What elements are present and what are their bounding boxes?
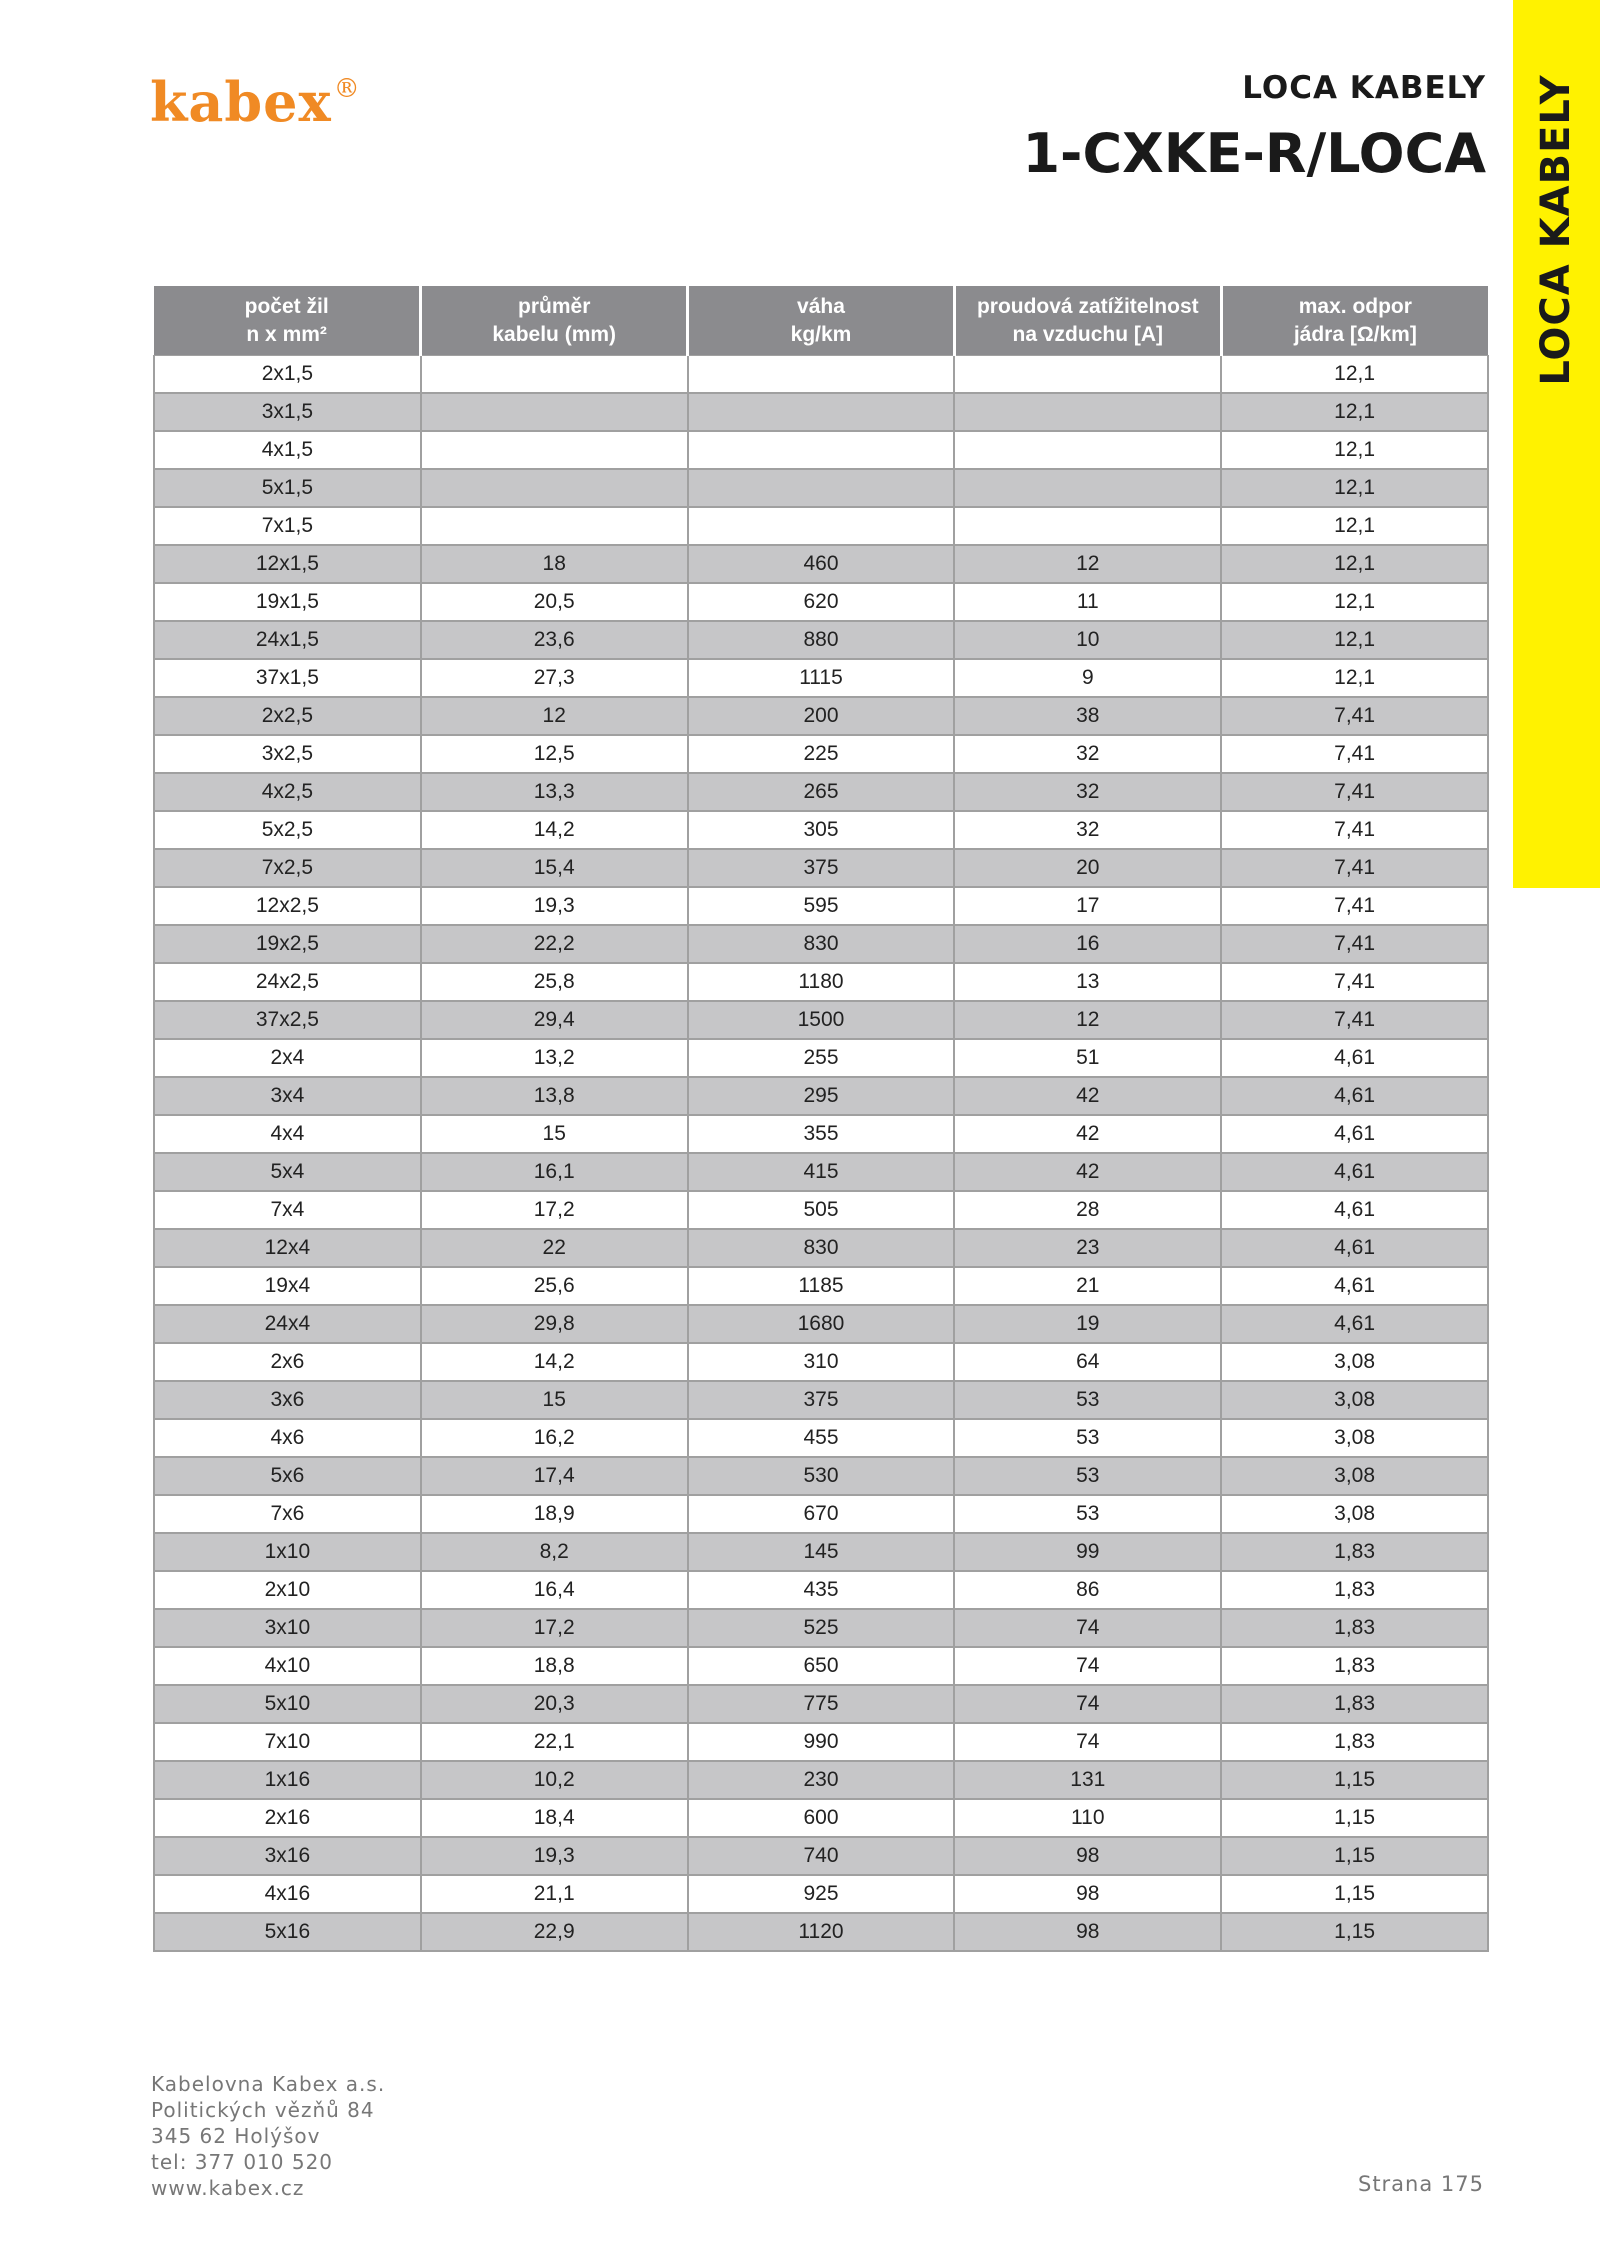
cell-resistance: 3,08 — [1221, 1495, 1488, 1533]
table-row — [154, 735, 1488, 773]
cell-diameter: 16,2 — [421, 1419, 688, 1457]
cell-cores: 19x2,5 — [154, 925, 421, 963]
cell-current — [954, 356, 1221, 394]
cell-resistance: 7,41 — [1221, 697, 1488, 735]
table-row — [154, 773, 1488, 811]
table-row — [154, 887, 1488, 925]
cell-cores: 3x2,5 — [154, 735, 421, 773]
cell-current: 28 — [954, 1191, 1221, 1229]
cell-weight: 620 — [688, 583, 955, 621]
cell-current: 53 — [954, 1419, 1221, 1457]
cell-resistance: 4,61 — [1221, 1229, 1488, 1267]
cell-cores: 19x4 — [154, 1267, 421, 1305]
cell-cores: 37x2,5 — [154, 1001, 421, 1039]
cell-current: 10 — [954, 621, 1221, 659]
header-cores — [154, 286, 421, 356]
table-row — [154, 1115, 1488, 1153]
cell-diameter: 21,1 — [421, 1875, 688, 1913]
cell-current: 98 — [954, 1913, 1221, 1951]
cell-resistance: 4,61 — [1221, 1153, 1488, 1191]
table-row — [154, 849, 1488, 887]
table-row — [154, 1267, 1488, 1305]
cell-cores: 4x4 — [154, 1115, 421, 1153]
cell-diameter: 15 — [421, 1381, 688, 1419]
cell-diameter: 12 — [421, 697, 688, 735]
product-title: 1-CXKE-R/LOCA — [1022, 122, 1486, 185]
cell-weight: 375 — [688, 1381, 955, 1419]
cell-resistance: 1,83 — [1221, 1647, 1488, 1685]
cable-spec-table — [153, 286, 1489, 1952]
header-diameter-line1: průměr — [518, 294, 591, 318]
table-row — [154, 1571, 1488, 1609]
header-weight-line1: váha — [797, 294, 845, 318]
cell-diameter: 20,3 — [421, 1685, 688, 1723]
cell-diameter — [421, 356, 688, 394]
cell-resistance: 1,83 — [1221, 1571, 1488, 1609]
table-row — [154, 1609, 1488, 1647]
cell-weight: 295 — [688, 1077, 955, 1115]
cell-diameter: 27,3 — [421, 659, 688, 697]
cell-resistance: 7,41 — [1221, 963, 1488, 1001]
cell-diameter: 22,1 — [421, 1723, 688, 1761]
table-row — [154, 659, 1488, 697]
cell-diameter: 19,3 — [421, 887, 688, 925]
cell-cores: 24x2,5 — [154, 963, 421, 1001]
cell-resistance: 3,08 — [1221, 1381, 1488, 1419]
cell-cores: 12x2,5 — [154, 887, 421, 925]
table-row — [154, 1001, 1488, 1039]
cell-weight: 225 — [688, 735, 955, 773]
cell-current: 20 — [954, 849, 1221, 887]
cell-resistance: 12,1 — [1221, 431, 1488, 469]
cell-cores: 37x1,5 — [154, 659, 421, 697]
table-body — [154, 356, 1488, 1952]
cell-weight: 595 — [688, 887, 955, 925]
table-row — [154, 583, 1488, 621]
cell-cores: 3x1,5 — [154, 393, 421, 431]
cell-cores: 24x4 — [154, 1305, 421, 1343]
header-diameter-line2: kabelu (mm) — [492, 322, 617, 346]
cell-diameter: 18,9 — [421, 1495, 688, 1533]
cell-resistance: 1,15 — [1221, 1837, 1488, 1875]
brand-registered-mark: ® — [333, 74, 361, 104]
side-tab-label: LOCA KABELY — [1533, 74, 1579, 386]
cell-weight: 1115 — [688, 659, 955, 697]
table-row — [154, 1761, 1488, 1799]
cell-diameter: 16,4 — [421, 1571, 688, 1609]
table-row — [154, 1153, 1488, 1191]
footer-phone: tel: 377 010 520 — [151, 2150, 334, 2174]
table-row — [154, 1685, 1488, 1723]
cell-diameter — [421, 393, 688, 431]
cell-resistance: 4,61 — [1221, 1115, 1488, 1153]
cell-cores: 2x16 — [154, 1799, 421, 1837]
cell-diameter: 17,2 — [421, 1191, 688, 1229]
cell-resistance: 1,15 — [1221, 1875, 1488, 1913]
table-row — [154, 1381, 1488, 1419]
cell-cores: 19x1,5 — [154, 583, 421, 621]
cell-weight: 200 — [688, 697, 955, 735]
cell-weight: 455 — [688, 1419, 955, 1457]
table-row — [154, 963, 1488, 1001]
cell-diameter: 20,5 — [421, 583, 688, 621]
cell-cores: 2x1,5 — [154, 356, 421, 394]
cell-current: 42 — [954, 1115, 1221, 1153]
cell-resistance: 3,08 — [1221, 1457, 1488, 1495]
header-resistance-line2: jádra [Ω/km] — [1293, 322, 1417, 346]
cell-cores: 12x1,5 — [154, 545, 421, 583]
cell-resistance: 12,1 — [1221, 659, 1488, 697]
cell-weight: 880 — [688, 621, 955, 659]
cell-weight — [688, 431, 955, 469]
cell-cores: 24x1,5 — [154, 621, 421, 659]
header-cores-line2: n x mm² — [246, 322, 327, 346]
table-row — [154, 925, 1488, 963]
cell-cores: 2x10 — [154, 1571, 421, 1609]
table-header-row — [154, 286, 1488, 356]
cell-current: 53 — [954, 1381, 1221, 1419]
cell-current: 12 — [954, 1001, 1221, 1039]
header-current-line1: proudová zatížitelnost — [976, 294, 1199, 318]
cell-weight: 1180 — [688, 963, 955, 1001]
cell-current: 51 — [954, 1039, 1221, 1077]
cell-cores: 5x10 — [154, 1685, 421, 1723]
page-number: Strana 175 — [1357, 2172, 1484, 2196]
cell-resistance: 4,61 — [1221, 1267, 1488, 1305]
company-address — [151, 2071, 385, 2201]
cell-diameter: 17,2 — [421, 1609, 688, 1647]
cell-resistance: 1,83 — [1221, 1723, 1488, 1761]
cell-resistance: 12,1 — [1221, 545, 1488, 583]
cell-weight: 145 — [688, 1533, 955, 1571]
header-current-line2: na vzduchu [A] — [1012, 322, 1164, 346]
cell-resistance: 12,1 — [1221, 393, 1488, 431]
cell-resistance: 1,83 — [1221, 1685, 1488, 1723]
table-row — [154, 1343, 1488, 1381]
cell-diameter — [421, 469, 688, 507]
cell-current: 53 — [954, 1457, 1221, 1495]
cell-current: 42 — [954, 1077, 1221, 1115]
cell-current: 74 — [954, 1685, 1221, 1723]
cell-resistance: 12,1 — [1221, 583, 1488, 621]
cell-resistance: 7,41 — [1221, 887, 1488, 925]
table-row — [154, 1229, 1488, 1267]
cell-current: 16 — [954, 925, 1221, 963]
footer-website[interactable]: www.kabex.cz — [151, 2176, 305, 2200]
footer-city: 345 62 Holýšov — [151, 2124, 321, 2148]
table-row — [154, 1913, 1488, 1951]
table-row — [154, 1191, 1488, 1229]
cell-current: 32 — [954, 773, 1221, 811]
cell-resistance: 1,83 — [1221, 1609, 1488, 1647]
cell-resistance: 4,61 — [1221, 1191, 1488, 1229]
cell-current: 98 — [954, 1875, 1221, 1913]
cell-current: 74 — [954, 1723, 1221, 1761]
cell-diameter: 10,2 — [421, 1761, 688, 1799]
header-weight-line2: kg/km — [790, 322, 852, 346]
cell-cores: 5x6 — [154, 1457, 421, 1495]
table-row — [154, 507, 1488, 545]
cell-current: 38 — [954, 697, 1221, 735]
cell-resistance: 1,15 — [1221, 1913, 1488, 1951]
cell-current: 64 — [954, 1343, 1221, 1381]
cell-weight: 415 — [688, 1153, 955, 1191]
cell-cores: 4x10 — [154, 1647, 421, 1685]
footer-street: Politických vězňů 84 — [151, 2098, 375, 2122]
table-row — [154, 1837, 1488, 1875]
cell-current — [954, 431, 1221, 469]
cell-weight: 355 — [688, 1115, 955, 1153]
cell-diameter: 18,4 — [421, 1799, 688, 1837]
cell-weight: 775 — [688, 1685, 955, 1723]
cell-diameter: 29,4 — [421, 1001, 688, 1039]
cell-diameter: 8,2 — [421, 1533, 688, 1571]
cell-diameter: 13,2 — [421, 1039, 688, 1077]
cell-diameter: 25,6 — [421, 1267, 688, 1305]
cell-resistance: 7,41 — [1221, 925, 1488, 963]
cell-cores: 7x4 — [154, 1191, 421, 1229]
cell-weight: 525 — [688, 1609, 955, 1647]
cell-weight: 1185 — [688, 1267, 955, 1305]
cell-cores: 5x16 — [154, 1913, 421, 1951]
cell-resistance: 7,41 — [1221, 773, 1488, 811]
cell-diameter: 19,3 — [421, 1837, 688, 1875]
cell-current: 11 — [954, 583, 1221, 621]
table-row — [154, 811, 1488, 849]
cell-diameter: 16,1 — [421, 1153, 688, 1191]
cell-weight: 1680 — [688, 1305, 955, 1343]
cell-weight: 230 — [688, 1761, 955, 1799]
cell-weight: 265 — [688, 773, 955, 811]
table-row — [154, 1533, 1488, 1571]
table-row — [154, 393, 1488, 431]
cell-weight: 255 — [688, 1039, 955, 1077]
cell-cores: 12x4 — [154, 1229, 421, 1267]
cell-diameter: 29,8 — [421, 1305, 688, 1343]
table-row — [154, 431, 1488, 469]
cell-weight: 1120 — [688, 1913, 955, 1951]
cell-weight: 925 — [688, 1875, 955, 1913]
cell-cores: 7x2,5 — [154, 849, 421, 887]
cell-current: 21 — [954, 1267, 1221, 1305]
cell-diameter: 23,6 — [421, 621, 688, 659]
cell-weight: 990 — [688, 1723, 955, 1761]
cell-diameter: 18,8 — [421, 1647, 688, 1685]
table-row — [154, 545, 1488, 583]
cell-current: 53 — [954, 1495, 1221, 1533]
table-row — [154, 1875, 1488, 1913]
cell-resistance: 4,61 — [1221, 1039, 1488, 1077]
header-weight — [688, 286, 955, 356]
cell-cores: 3x6 — [154, 1381, 421, 1419]
cell-diameter: 22,2 — [421, 925, 688, 963]
cell-current — [954, 507, 1221, 545]
table-row — [154, 1457, 1488, 1495]
cell-cores: 7x10 — [154, 1723, 421, 1761]
cell-current: 17 — [954, 887, 1221, 925]
cell-weight: 740 — [688, 1837, 955, 1875]
cell-current: 23 — [954, 1229, 1221, 1267]
cell-resistance: 12,1 — [1221, 469, 1488, 507]
cell-diameter: 22,9 — [421, 1913, 688, 1951]
cell-resistance: 12,1 — [1221, 356, 1488, 394]
table-row — [154, 1039, 1488, 1077]
cell-current — [954, 469, 1221, 507]
cell-resistance: 7,41 — [1221, 811, 1488, 849]
cell-current: 12 — [954, 545, 1221, 583]
cell-weight: 600 — [688, 1799, 955, 1837]
cell-cores: 1x10 — [154, 1533, 421, 1571]
cell-weight: 460 — [688, 545, 955, 583]
cell-current: 13 — [954, 963, 1221, 1001]
cell-current: 110 — [954, 1799, 1221, 1837]
cell-weight: 435 — [688, 1571, 955, 1609]
cell-current: 131 — [954, 1761, 1221, 1799]
cell-diameter: 22 — [421, 1229, 688, 1267]
cell-cores: 4x2,5 — [154, 773, 421, 811]
header-resistance-line1: max. odpor — [1298, 294, 1412, 318]
cell-current: 74 — [954, 1647, 1221, 1685]
cell-resistance: 1,15 — [1221, 1761, 1488, 1799]
cell-resistance: 3,08 — [1221, 1419, 1488, 1457]
header-resistance — [1221, 286, 1488, 356]
cell-resistance: 7,41 — [1221, 1001, 1488, 1039]
table-row — [154, 1799, 1488, 1837]
cell-cores: 5x2,5 — [154, 811, 421, 849]
cell-cores: 1x16 — [154, 1761, 421, 1799]
cell-current: 32 — [954, 811, 1221, 849]
table-row — [154, 697, 1488, 735]
category-title: LOCA KABELY — [1242, 70, 1486, 106]
table-row — [154, 469, 1488, 507]
cell-resistance: 1,83 — [1221, 1533, 1488, 1571]
cell-weight: 375 — [688, 849, 955, 887]
cell-diameter: 12,5 — [421, 735, 688, 773]
cell-cores: 4x1,5 — [154, 431, 421, 469]
cell-cores: 5x1,5 — [154, 469, 421, 507]
cell-cores: 7x6 — [154, 1495, 421, 1533]
cell-weight: 530 — [688, 1457, 955, 1495]
cell-cores: 2x6 — [154, 1343, 421, 1381]
cell-resistance: 7,41 — [1221, 735, 1488, 773]
cell-weight — [688, 356, 955, 394]
cell-cores: 5x4 — [154, 1153, 421, 1191]
cell-current: 74 — [954, 1609, 1221, 1647]
cell-cores: 3x16 — [154, 1837, 421, 1875]
cell-cores: 2x2,5 — [154, 697, 421, 735]
cell-resistance: 4,61 — [1221, 1077, 1488, 1115]
cell-weight: 830 — [688, 1229, 955, 1267]
cell-current: 42 — [954, 1153, 1221, 1191]
cell-diameter: 17,4 — [421, 1457, 688, 1495]
cell-weight: 650 — [688, 1647, 955, 1685]
cell-cores: 2x4 — [154, 1039, 421, 1077]
cell-resistance: 12,1 — [1221, 621, 1488, 659]
table-row — [154, 1077, 1488, 1115]
cell-weight: 305 — [688, 811, 955, 849]
brand-name: kabex — [150, 70, 332, 134]
cell-current: 32 — [954, 735, 1221, 773]
header-cores-line1: počet žil — [244, 294, 329, 318]
cell-weight: 310 — [688, 1343, 955, 1381]
table-row — [154, 1305, 1488, 1343]
table-row — [154, 621, 1488, 659]
cell-weight: 1500 — [688, 1001, 955, 1039]
table-row — [154, 356, 1488, 394]
cell-diameter: 15,4 — [421, 849, 688, 887]
cell-diameter: 15 — [421, 1115, 688, 1153]
cell-current: 9 — [954, 659, 1221, 697]
table-row — [154, 1419, 1488, 1457]
cell-diameter: 14,2 — [421, 1343, 688, 1381]
cell-cores: 3x10 — [154, 1609, 421, 1647]
cell-weight: 505 — [688, 1191, 955, 1229]
cell-weight: 670 — [688, 1495, 955, 1533]
table-row — [154, 1495, 1488, 1533]
cell-resistance: 3,08 — [1221, 1343, 1488, 1381]
cell-weight — [688, 469, 955, 507]
cell-cores: 4x16 — [154, 1875, 421, 1913]
cell-diameter: 13,3 — [421, 773, 688, 811]
cell-current: 19 — [954, 1305, 1221, 1343]
cell-resistance: 1,15 — [1221, 1799, 1488, 1837]
cell-weight: 830 — [688, 925, 955, 963]
cell-resistance: 4,61 — [1221, 1305, 1488, 1343]
cell-current: 86 — [954, 1571, 1221, 1609]
cell-diameter: 14,2 — [421, 811, 688, 849]
cell-current — [954, 393, 1221, 431]
header-diameter — [421, 286, 688, 356]
cell-weight — [688, 507, 955, 545]
brand-logo — [150, 70, 361, 134]
footer-company: Kabelovna Kabex a.s. — [151, 2072, 386, 2096]
table-row — [154, 1647, 1488, 1685]
cell-resistance: 7,41 — [1221, 849, 1488, 887]
cell-current: 98 — [954, 1837, 1221, 1875]
cell-diameter: 13,8 — [421, 1077, 688, 1115]
cell-diameter — [421, 507, 688, 545]
cell-cores: 7x1,5 — [154, 507, 421, 545]
cell-diameter — [421, 431, 688, 469]
cell-cores: 3x4 — [154, 1077, 421, 1115]
cell-current: 99 — [954, 1533, 1221, 1571]
table-row — [154, 1723, 1488, 1761]
cell-diameter: 25,8 — [421, 963, 688, 1001]
cell-weight — [688, 393, 955, 431]
cell-resistance: 12,1 — [1221, 507, 1488, 545]
cell-cores: 4x6 — [154, 1419, 421, 1457]
cell-diameter: 18 — [421, 545, 688, 583]
header-current — [954, 286, 1221, 356]
